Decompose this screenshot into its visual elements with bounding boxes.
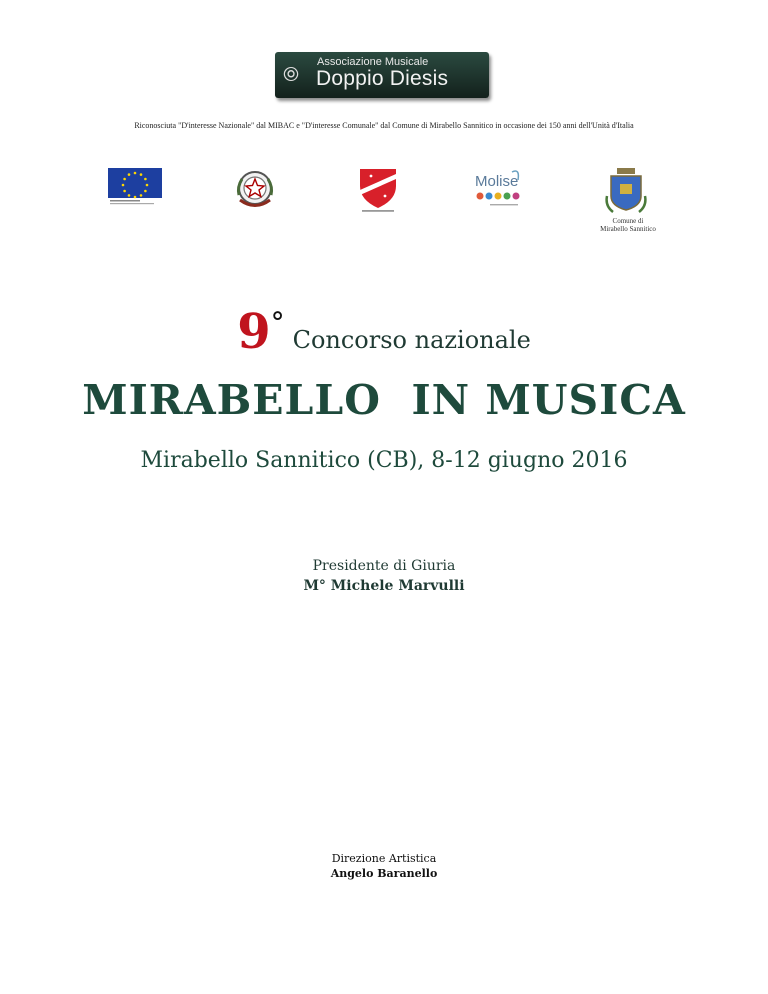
event-title	[0, 376, 768, 424]
comune-mirabello-logo	[605, 166, 647, 216]
comune-caption	[588, 217, 668, 233]
event-title-text: MIRABELLO IN MUSICA	[82, 376, 686, 424]
edition-degree: °	[270, 306, 285, 339]
jury-president-name: M° Michele Marvulli	[303, 578, 465, 594]
edition-heading	[0, 304, 768, 360]
molise-tourism-logo	[472, 166, 526, 210]
italian-republic-emblem	[234, 167, 276, 213]
recognition-statement: Riconosciuta "D'interesse Nazionale" dal MIBAC e "D'interesse Comunale" dal Comune di Mirabello Sannitico in occasione dei 150 anni dell'Unità d'Italia	[134, 121, 634, 130]
molise-wordmark-text: Molise	[475, 173, 519, 190]
banner-subtitle: Associazione Musicale	[317, 56, 429, 68]
eu-flag-logo	[108, 168, 162, 206]
jury-president-label: Presidente di Giuria	[312, 558, 456, 574]
regione-molise-logo	[356, 166, 400, 214]
artistic-direction-label: Direzione Artistica	[331, 852, 437, 865]
comune-caption-line2: Mirabello Sannitico	[600, 225, 656, 233]
event-location-dates: Mirabello Sannitico (CB), 8-12 giugno 2016	[140, 448, 628, 473]
artistic-director-name: Angelo Baranello	[330, 867, 438, 880]
double-sharp-icon: ⦾	[283, 62, 299, 86]
edition-number: 9	[237, 304, 271, 360]
comune-caption-line1: Comune di	[612, 217, 644, 225]
association-logo-banner	[275, 52, 489, 98]
banner-title: Doppio Diesis	[316, 67, 449, 90]
edition-label: Concorso nazionale	[292, 326, 531, 354]
